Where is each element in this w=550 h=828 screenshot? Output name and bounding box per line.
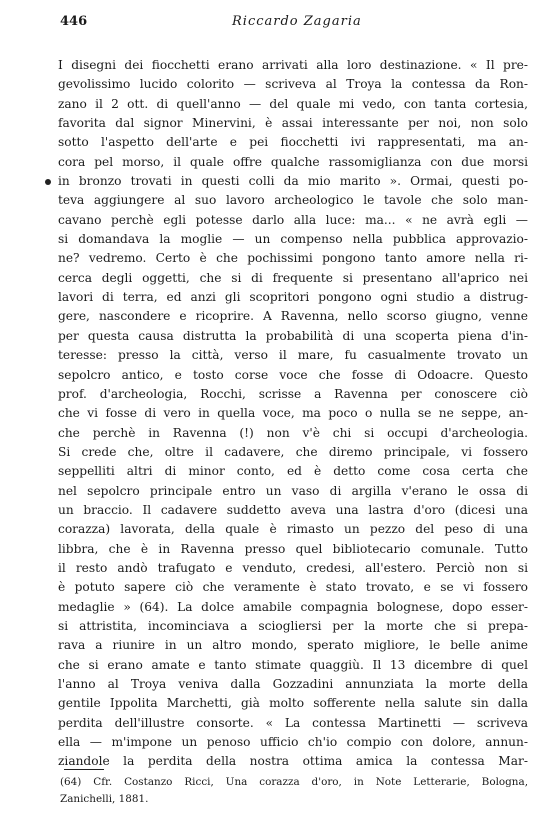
text-line: il resto andò trafugato e venduto, credesi, all'estero. Perciò non si bbox=[58, 560, 528, 575]
text-line: Si crede che, oltre il cadavere, che diremo principale, vi fossero bbox=[58, 444, 528, 459]
text-line: gere, nascondere e ricoprire. A Ravenna, nello scorso giugno, venne bbox=[58, 309, 528, 324]
page-number: 446 bbox=[60, 14, 88, 29]
text-line: I disegni dei fiocchetti erano arrivati alla loro destinazione. « Il pre- bbox=[58, 58, 528, 72]
text-line: perdita dell'illustre consorte. « La contessa Martinetti — scriveva bbox=[58, 715, 528, 730]
text-line: cavano perchè egli potesse darlo alla luce: ma... « ne avrà egli — bbox=[58, 212, 528, 227]
text-line: per questa causa distrutta la probabilità di una scoperta piena d'in- bbox=[58, 328, 528, 343]
text-line: è potuto sapere ciò che veramente è stato trovato, e se vi fossero bbox=[58, 580, 528, 595]
text-line: teresse: presso la città, verso il mare, fu casualmente trovato un bbox=[58, 348, 528, 363]
text-line: lavori di terra, ed anzi gli scopritori pongono ogni studio a distrug- bbox=[58, 290, 528, 305]
text-line: si attristita, incominciava a sciogliersi per la morte che si prepa- bbox=[58, 618, 528, 633]
text-line: in bronzo trovati in questi colli da mio marito ». Ormai, questi po- bbox=[58, 174, 528, 189]
text-line: un braccio. Il cadavere suddetto aveva una lastra d'oro (dicesi una bbox=[58, 502, 528, 517]
footnote bbox=[60, 774, 528, 808]
text-line: nel sepolcro principale entro un vaso di argilla v'erano le ossa di bbox=[58, 483, 528, 498]
text-line: cerca degli oggetti, che si di frequente si presentano all'aprico nei bbox=[58, 270, 528, 285]
text-line: teva aggiungere al suo lavoro archeologico le tavole che solo man- bbox=[58, 193, 528, 208]
text-line: ella — m'impone un penoso ufficio ch'io compio con dolore, annun- bbox=[58, 735, 528, 750]
text-line: cora pel morso, il quale offre qualche rassomiglianza con due morsi bbox=[58, 154, 528, 169]
text-line: seppelliti altri di minor conto, ed è detto come cosa certa che bbox=[58, 464, 528, 479]
text-line: che perchè in Ravenna (!) non v'è chi si occupi d'archeologia. bbox=[58, 425, 528, 440]
text-line: favorita dal signor Minervini, è assai interessante per noi, non solo bbox=[58, 116, 528, 131]
text-line: gentile Ippolita Marchetti, già molto sofferente nella salute sin dalla bbox=[58, 696, 528, 711]
text-line: ne? vedremo. Certo è che pochissimi pongono tanto amore nella ri- bbox=[58, 251, 528, 266]
text-line: sotto l'aspetto dell'arte e pei fiocchetti ivi rappresentati, ma an- bbox=[58, 135, 528, 150]
running-title: Riccardo Zagaria bbox=[232, 14, 362, 29]
page-header bbox=[60, 14, 528, 36]
text-line: che vi fosse di vero in quella voce, ma poco o nulla se ne seppe, an- bbox=[58, 406, 528, 421]
text-line: si domandava la moglie — un compenso nella pubblica approvazio- bbox=[58, 232, 528, 247]
text-line: prof. d'archeologia, Rocchi, scrisse a Ravenna per conoscere ciò bbox=[58, 386, 528, 401]
margin-dot-mark bbox=[45, 179, 51, 185]
text-line: sepolcro antico, e tosto corse voce che fosse di Odoacre. Questo bbox=[58, 367, 528, 382]
text-line: rava a riunire in un altro mondo, sperato migliore, le belle anime bbox=[58, 638, 528, 653]
text-line: medaglie » (64). La dolce amabile compagnia bolognese, dopo esser- bbox=[58, 599, 528, 614]
text-line: libbra, che è in Ravenna presso quel bibliotecario comunale. Tutto bbox=[58, 541, 528, 556]
text-line: corazza) lavorata, della quale è rimasto un pezzo del peso di una bbox=[58, 522, 528, 537]
text-line: ziandole la perdita della nostra ottima amica la contessa Mar- bbox=[58, 754, 528, 769]
footnote-line: Zanichelli, 1881. bbox=[60, 793, 149, 805]
text-line: l'anno al Troya veniva dalla Gozzadini annunziata la morte della bbox=[58, 677, 528, 691]
text-line: gevolissimo lucido colorito — scriveva al Troya la contessa da Ron- bbox=[58, 77, 528, 92]
text-line: che si erano amate e tanto stimate quaggiù. Il 13 dicembre di quel bbox=[58, 657, 528, 672]
footnote-rule bbox=[64, 769, 104, 770]
footnote-line: (64) Cfr. Costanzo Ricci, Una corazza d'oro, in Note Letterarie, Bologna, bbox=[60, 776, 528, 788]
body-text bbox=[58, 56, 528, 772]
text-line: zano il 2 ott. di quell'anno — del quale mi vedo, con tanta cortesia, bbox=[58, 96, 528, 111]
